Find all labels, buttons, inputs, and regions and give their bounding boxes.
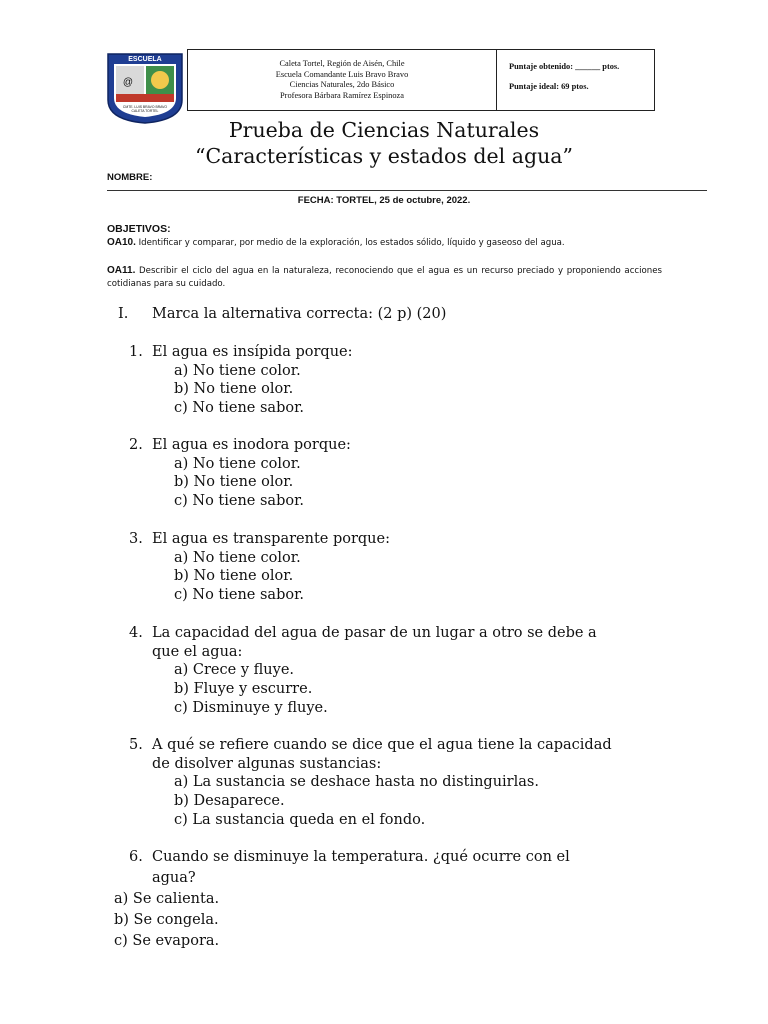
- logo-subtext: CMTE. LUIS BRAVO BRAVO: [122, 105, 168, 109]
- section-text: Marca la alternativa correcta: (2 p) (20): [152, 306, 447, 322]
- objective-code: OA10.: [107, 237, 136, 248]
- question-text-line: agua?: [152, 870, 196, 886]
- date-line: FECHA: TORTEL, 25 de octubre, 2022.: [297, 195, 471, 206]
- option-a[interactable]: a) No tiene color.: [174, 362, 301, 379]
- option-a[interactable]: a) No tiene color.: [174, 455, 301, 472]
- name-line[interactable]: [107, 190, 707, 191]
- option-a[interactable]: a) Se calienta.: [114, 891, 220, 907]
- question-5: [129, 736, 649, 830]
- score-ideal: Puntaje ideal: 69 ptos.: [509, 82, 589, 91]
- name-label: NOMBRE:: [107, 172, 153, 183]
- question-text-line: La capacidad del agua de pasar de un lugar a otro se debe a: [152, 625, 597, 641]
- question-text-line: A qué se refiere cuando se dice que el agua tiene la capacidad: [152, 737, 612, 753]
- header-box: [187, 49, 655, 111]
- school-logo: [106, 50, 184, 124]
- score-info: [497, 50, 654, 110]
- option-c[interactable]: c) No tiene sabor.: [174, 400, 305, 417]
- logo-title: ESCUELA: [128, 56, 162, 63]
- objective-text: Identificar y comparar, por medio de la exploración, los estados sólido, líquido y gaseoso del agua.: [135, 238, 565, 248]
- option-c[interactable]: c) No tiene sabor.: [174, 587, 305, 604]
- section-heading: [118, 306, 446, 322]
- option-b[interactable]: b) Fluye y escurre.: [174, 681, 313, 698]
- logo-place: CALETA TORTEL: [131, 109, 159, 113]
- section-numeral: I.: [118, 306, 129, 322]
- option-a[interactable]: a) No tiene color.: [174, 549, 301, 566]
- option-a[interactable]: a) Crece y fluye.: [174, 662, 295, 679]
- objective-oa11: [107, 264, 662, 291]
- objective-text: Describir el ciclo del agua en la naturaleza, reconociendo que el agua es un recurso preciado y proponiendo acciones cotidianas para su cuidado.: [107, 266, 662, 289]
- school-info: [188, 50, 497, 110]
- option-b[interactable]: b) No tiene olor.: [174, 381, 294, 398]
- option-b[interactable]: b) No tiene olor.: [174, 568, 294, 585]
- school-line: Escuela Comandante Luis Bravo Bravo: [275, 69, 409, 79]
- question-number: 1.: [129, 344, 143, 360]
- option-c[interactable]: c) Disminuye y fluye.: [174, 699, 328, 716]
- score-obtained: Puntaje obtenido: ______ ptos.: [509, 62, 620, 71]
- option-b[interactable]: b) No tiene olor.: [174, 474, 294, 491]
- question-1: [129, 343, 649, 418]
- option-c[interactable]: c) Se evapora.: [114, 933, 220, 949]
- question-text-line: de disolver algunas sustancias:: [152, 755, 382, 772]
- question-text: El agua es inodora porque:: [152, 437, 351, 453]
- objective-code: OA11.: [107, 265, 136, 276]
- option-b[interactable]: b) Desaparece.: [174, 793, 285, 810]
- option-b[interactable]: b) Se congela.: [114, 912, 219, 928]
- school-line: Profesora Bárbara Ramírez Espinoza: [280, 90, 404, 100]
- option-a[interactable]: a) La sustancia se deshace hasta no distinguirlas.: [174, 774, 539, 791]
- question-number: 2.: [129, 437, 143, 453]
- test-subtitle: “Características y estados del agua”: [195, 144, 573, 168]
- question-4: [129, 624, 649, 718]
- question-number: 4.: [129, 625, 143, 641]
- svg-text:@: @: [122, 77, 134, 88]
- question-text: El agua es transparente porque:: [152, 531, 390, 547]
- question-3: [129, 530, 649, 605]
- option-c[interactable]: c) No tiene sabor.: [174, 493, 305, 510]
- test-title: Prueba de Ciencias Naturales: [228, 118, 540, 142]
- question-2: [129, 436, 649, 511]
- question-6: [114, 847, 649, 952]
- question-text-line: Cuando se disminuye la temperatura. ¿qué ocurre con el: [152, 849, 570, 865]
- school-line: Ciencias Naturales, 2do Básico: [289, 80, 395, 89]
- question-text: El agua es insípida porque:: [152, 344, 353, 360]
- objective-oa10: [107, 236, 662, 250]
- school-line: Caleta Tortel, Región de Aisén, Chile: [279, 59, 405, 68]
- objectives-heading: OBJETIVOS:: [107, 223, 171, 235]
- question-number: 3.: [129, 531, 143, 547]
- question-number: 6.: [129, 849, 143, 865]
- question-text-line: que el agua:: [152, 643, 243, 660]
- option-c[interactable]: c) La sustancia queda en el fondo.: [174, 811, 426, 828]
- question-number: 5.: [129, 737, 143, 753]
